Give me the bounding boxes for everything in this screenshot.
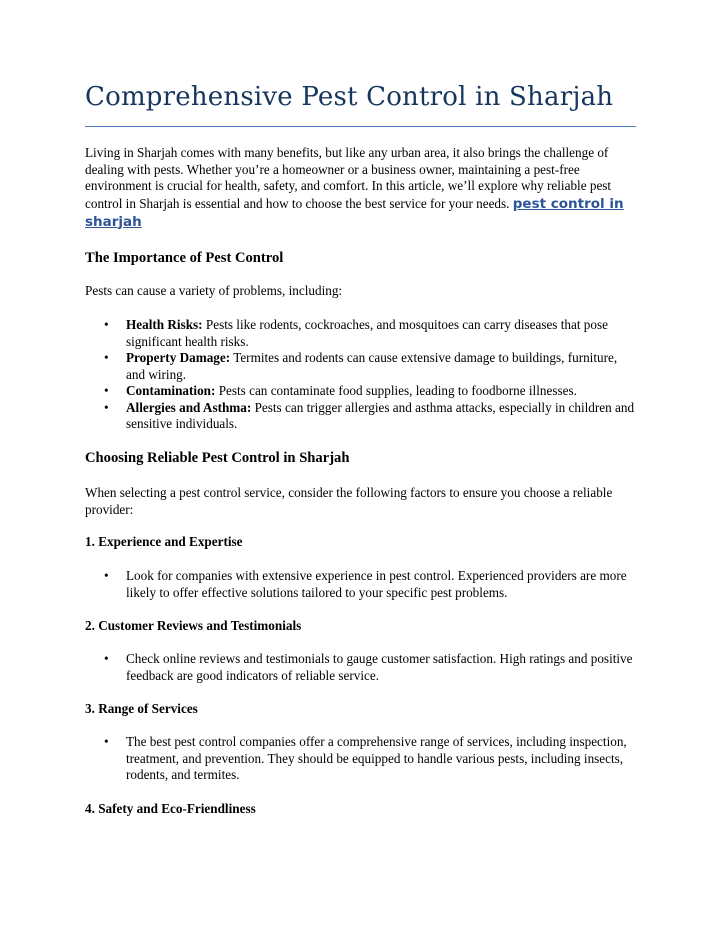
item-label: Allergies and Asthma: — [126, 399, 252, 415]
item-label: Property Damage: — [126, 350, 231, 365]
bullet-icon: • — [104, 399, 109, 415]
factor-list — [0, 651, 720, 684]
bullet-icon: • — [104, 568, 109, 583]
choosing-heading: Choosing Reliable Pest Control in Sharjah — [85, 450, 350, 466]
list-item — [0, 317, 636, 350]
item-text: Look for companies with extensive experience in pest control. Experienced providers are more likely to offer effective solutions tailored to your specific pest problems. — [126, 568, 627, 600]
title-divider — [85, 126, 636, 127]
list-item — [0, 383, 636, 400]
intro-paragraph — [85, 145, 637, 231]
bullet-icon: • — [104, 317, 109, 332]
importance-heading: The Importance of Pest Control — [85, 250, 284, 266]
factor-heading: 3. Range of Services — [85, 701, 198, 716]
item-text: Pests can trigger allergies and asthma attacks, especially in children and sensitive individuals. — [126, 399, 635, 431]
importance-lead: Pests can cause a variety of problems, including: — [85, 283, 343, 298]
factor-heading: 1. Experience and Expertise — [85, 534, 243, 549]
item-text: The best pest control companies offer a comprehensive range of services, including inspection, treatment, and prevention. They should be equipped to handle various pests, including insects, rodents, and termites. — [126, 734, 627, 782]
factor-heading: 2. Customer Reviews and Testimonials — [85, 618, 302, 633]
item-text: Check online reviews and testimonials to gauge customer satisfaction. High ratings and positive feedback are good indicators of reliable service. — [126, 651, 633, 683]
item-text: Termites and rodents can cause extensive damage to buildings, furniture, and wiring. — [126, 350, 618, 382]
bullet-icon: • — [104, 383, 109, 398]
item-label: Contamination: — [126, 383, 216, 398]
item-text: Pests can contaminate food supplies, leading to foodborne illnesses. — [218, 383, 577, 398]
page-title: Comprehensive Pest Control in Sharjah — [85, 82, 614, 112]
list-item — [0, 400, 636, 433]
item-text: Pests like rodents, cockroaches, and mosquitoes can carry diseases that pose significant health risks. — [126, 317, 608, 349]
list-item — [0, 568, 636, 601]
factor-heading: 4. Safety and Eco-Friendliness — [85, 801, 256, 816]
item-label: Health Risks: — [126, 317, 203, 332]
choosing-lead: When selecting a pest control service, consider the following factors to ensure you choose a reliable provider: — [85, 485, 613, 517]
bullet-icon: • — [104, 734, 109, 749]
list-item — [0, 651, 636, 684]
factor-list — [0, 734, 720, 784]
importance-list — [0, 317, 720, 433]
pest-control-link[interactable]: pest control in sharjah — [85, 195, 624, 230]
list-item — [0, 734, 636, 784]
bullet-icon: • — [104, 651, 109, 666]
list-item — [0, 350, 636, 383]
intro-text: Living in Sharjah comes with many benefits, but like any urban area, it also brings the challenge of dealing with pests. Whether you’re a homeowner or a business owner, maintaining a pest-free environment is crucial for health, safety, and comfort. In this article, we’ll explore why reliable pest control in Sharjah is essential and how to choose the best service for your needs. — [85, 145, 612, 211]
factor-list — [0, 568, 720, 601]
bullet-icon: • — [104, 350, 109, 365]
